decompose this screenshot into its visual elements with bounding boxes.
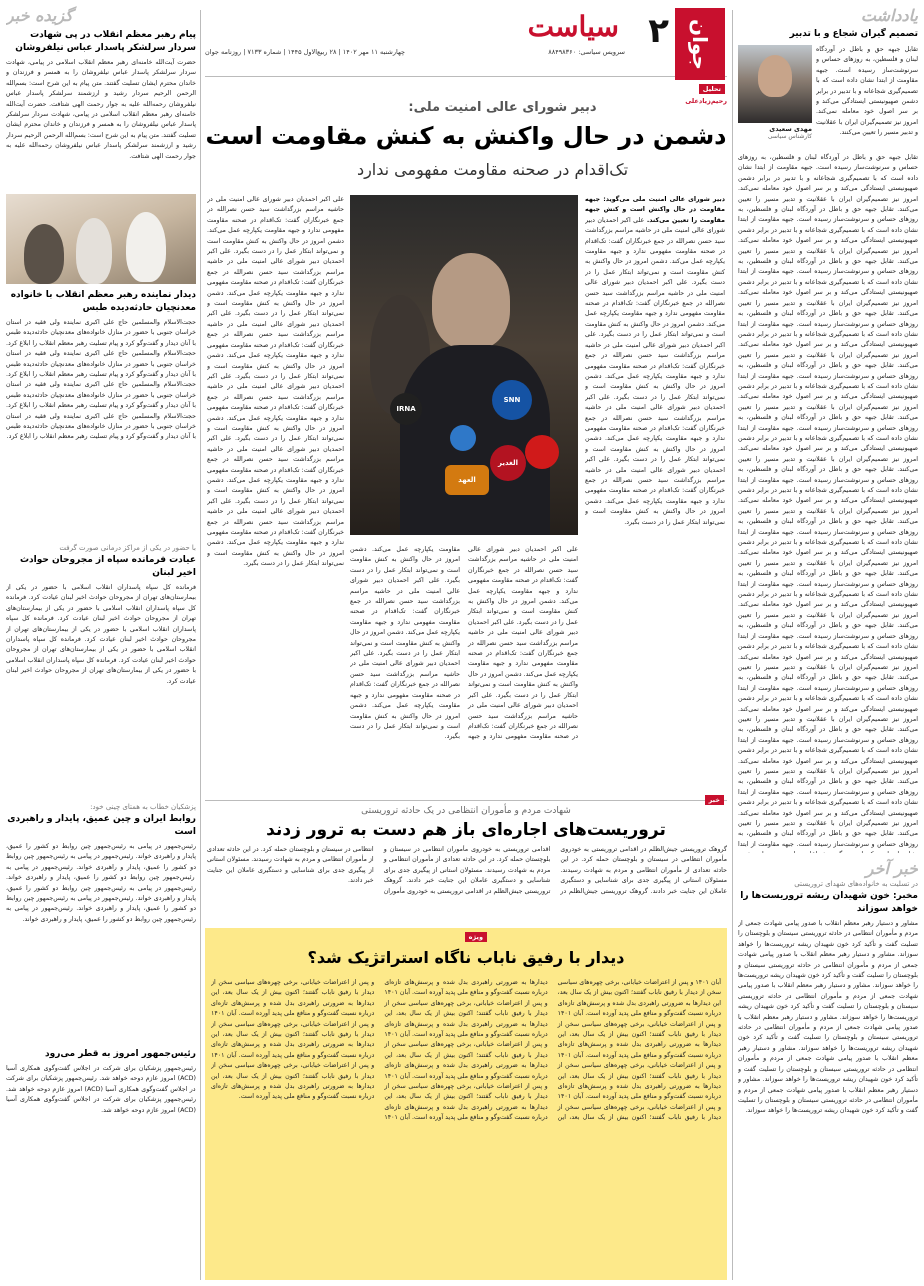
photo-family [24, 224, 64, 284]
mic-alahed: العهد [445, 465, 489, 495]
right-body-g: تقابل جبهه حق و باطل در آوردگاه لبنان و فلسطین، به روزهای حساس و سرنوشت‌ساز رسیده است. جبهه مقاومت از ابتدا نشان داده است که با تصمیم‌گیری شجاعانه و با تدبیر در برابر دشمن صهیونیستی ایستادگی می‌کند و بر سر اصول خود معامله نمی‌کند. امروز نیز تصمیم‌گیران ایران با عقلانیت و تدبیر مسیر را تعیین می‌کنند. [738, 414, 918, 474]
left-news2-title: دیدار نماینده رهبر معظم انقلاب با خانواده معدنچیان حادثه‌دیده طبس [10, 290, 196, 313]
left-news4-body-e: رئیس‌جمهور در پیامی به رئیس‌جمهور چین روابط دو کشور را عمیق، پایدار و راهبردی خواند. [6, 895, 196, 913]
center-col-right [585, 195, 725, 785]
right-body2-e: مشاور و دستیار رهبر معظم انقلاب با صدور پیامی شهادت جمعی از مردم و مأموران انتظامی در حادثه تروریستی سیستان و بلوچستان را تسلیت گفت و تأکید کرد خون شهیدان ریشه تروریست‌ها را خواهد سوزاند. [738, 1044, 918, 1084]
left-news1-body [6, 58, 196, 188]
left-news1-body-a: حضرت آیت‌الله خامنه‌ای رهبر معظم انقلاب اسلامی در پیامی، شهادت سردار سرلشکر پاسدار عباس نیلفروشان را به همسر و فرزندان و خاندان محترم ایشان تسلیت گفتند. متن پیام به این شرح است: بسم‌الله الرحمن الرحیم سردار رشید و ارزشمند سرلشکر پاسدار عباس نیلفروشان رحمه‌الله علیه به جوار رحمت الهی شتافت. [6, 59, 196, 108]
left-news4-body-d: رئیس‌جمهور در پیامی به رئیس‌جمهور چین روابط دو کشور را عمیق، پایدار و راهبردی خواند. [6, 884, 196, 903]
center-body-g: علی اکبر احمدیان دبیر شورای عالی امنیت ملی در حاشیه مراسم بزرگداشت سید حسن نصرالله در جمع خبرنگاران گفت: تک‌اقدام در صحنه مقاومت مفهومی ندارد و جبهه مقاومت یکپارچه عمل می‌کند. دشمن امروز در حال واکنش به کنش مقاومت است و نمی‌تواند ابتکار عمل را در دست بگیرد. [207, 248, 344, 318]
center-body-d: علی اکبر احمدیان دبیر شورای عالی امنیت ملی در حاشیه مراسم بزرگداشت سید حسن نصرالله در جمع خبرنگاران گفت: تک‌اقدام در صحنه مقاومت مفهومی ندارد و جبهه مقاومت یکپارچه عمل می‌کند. دشمن امروز در حال واکنش به کنش مقاومت است و نمی‌تواند ابتکار عمل را در دست بگیرد. [585, 393, 725, 464]
right-body-o: تقابل جبهه حق و باطل در آوردگاه لبنان و فلسطین، به روزهای حساس و سرنوشت‌ساز رسیده است. جبهه مقاومت از ابتدا [738, 830, 918, 848]
special-body [211, 978, 721, 1274]
right-body-k: تقابل جبهه حق و باطل در آوردگاه لبنان و فلسطین، به روزهای حساس و سرنوشت‌ساز رسیده است. جبهه مقاومت از ابتدا نشان داده است که با تصمیم‌گیری شجاعانه و با تدبیر در برابر دشمن صهیونیستی ایستادگی می‌کند و بر سر اصول خود معامله نمی‌کند. امروز نیز تصمیم‌گیران ایران با عقلانیت و تدبیر مسیر را تعیین می‌کنند. [738, 622, 918, 682]
right-ghost-title-2: خبر آخر [865, 859, 918, 878]
center-subheadline: تک‌اقدام در صحنه مقاومت مفهومی ندارد [356, 160, 629, 179]
right-body-l: تقابل جبهه حق و باطل در آوردگاه لبنان و فلسطین، به روزهای حساس و سرنوشت‌ساز رسیده است. جبهه مقاومت از ابتدا نشان داده است که با تصمیم‌گیری شجاعانه و با تدبیر در برابر دشمن صهیونیستی ایستادگی می‌کند و بر سر اصول خود معامله نمی‌کند. امروز نیز تصمیم‌گیران ایران با عقلانیت و تدبیر مسیر را تعیین می‌کنند. [738, 674, 918, 734]
left-news5-body-a: رئیس‌جمهور پزشکیان برای شرکت در اجلاس گفت‌وگوی همکاری آسیا (ACD) امروز عازم دوحه خواهد شد. [6, 1065, 196, 1083]
left-news2-body-b: حجت‌الاسلام والمسلمین حاج علی اکبری نماینده ولی فقیه در استان خراسان جنوبی با حضور در منازل خانواده‌های معدنچیان حادثه‌دیده طبس با آنان دیدار و گفت‌وگو کرد و پیام تسلیت رهبر معظم انقلاب را ابلاغ کرد. [6, 350, 196, 379]
right-ghost-title: یادداشت [860, 6, 918, 25]
left-news2-body-a: حجت‌الاسلام والمسلمین حاج علی اکبری نماینده ولی فقیه در استان خراسان جنوبی با حضور در منازل خانواده‌های معدنچیان حادثه‌دیده طبس با آنان دیدار و گفت‌وگو کرد و پیام تسلیت رهبر معظم انقلاب را ابلاغ کرد. [6, 319, 196, 347]
left-news2-body [6, 318, 196, 536]
center-body-p: علی اکبر احمدیان دبیر شورای عالی امنیت ملی در حاشیه مراسم بزرگداشت سید حسن نصرالله در جمع خبرنگاران گفت: تک‌اقدام در صحنه مقاومت مفهومی ندارد و جبهه مقاومت یکپارچه عمل می‌کند. دشمن امروز در حال واکنش به کنش مقاومت است و نمی‌تواند ابتکار عمل را در دست بگیرد. [350, 650, 460, 741]
center-body-e: علی اکبر احمدیان دبیر شورای عالی امنیت ملی در حاشیه مراسم بزرگداشت سید حسن نصرالله در جمع خبرنگاران گفت: تک‌اقدام در صحنه مقاومت مفهومی ندارد و جبهه مقاومت یکپارچه عمل می‌کند. دشمن امروز در حال واکنش به کنش مقاومت است و نمی‌تواند ابتکار عمل را در دست بگیرد. [585, 456, 725, 526]
right-body-f: تقابل جبهه حق و باطل در آوردگاه لبنان و فلسطین، به روزهای حساس و سرنوشت‌ساز رسیده است. جبهه مقاومت از ابتدا نشان داده است که با تصمیم‌گیری شجاعانه و با تدبیر در برابر دشمن صهیونیستی ایستادگی می‌کند و بر سر اصول خود معامله نمی‌کند. امروز نیز تصمیم‌گیران ایران با عقلانیت و تدبیر مسیر را تعیین می‌کنند. [738, 362, 918, 422]
center-body-l: علی اکبر احمدیان دبیر شورای عالی امنیت ملی در حاشیه مراسم بزرگداشت سید حسن نصرالله در جمع خبرنگاران گفت: تک‌اقدام در صحنه مقاومت مفهومی ندارد و جبهه مقاومت یکپارچه عمل می‌کند. دشمن امروز در حال واکنش به کنش مقاومت است و نمی‌تواند ابتکار عمل را در دست بگیرد. [468, 546, 578, 626]
special-body-b: آبان ۱۴۰۱ و پس از اعتراضات خیابانی، برخی چهره‌های سیاسی سخن از دیدار با رفیق ناباب گفتند؛ اکنون بیش از یک سال بعد، این دیدارها به ضرورتی راهبردی بدل شده و پرسش‌های تازه‌ای درباره نسبت گفت‌وگو و منافع ملی پدید آورده است. [557, 1010, 721, 1059]
lower-kicker: شهادت مردم و مأموران انتظامی در یک حادثه تروریستی [361, 806, 571, 816]
left-news4-title: روابط ایران و چین عمیق، پایدار و راهبردی است [7, 814, 196, 837]
divider-left [200, 10, 201, 1280]
center-body-i: علی اکبر احمدیان دبیر شورای عالی امنیت ملی در حاشیه مراسم بزرگداشت سید حسن نصرالله در جمع خبرنگاران گفت: تک‌اقدام در صحنه مقاومت مفهومی ندارد و جبهه مقاومت یکپارچه عمل می‌کند. دشمن امروز در حال واکنش به کنش مقاومت است و نمی‌تواند ابتکار عمل را در دست بگیرد. [207, 372, 344, 443]
center-body-b: علی اکبر احمدیان دبیر شورای عالی امنیت ملی در حاشیه مراسم بزرگداشت سید حسن نصرالله در جمع خبرنگاران گفت: تک‌اقدام در صحنه مقاومت مفهومی ندارد و جبهه مقاومت یکپارچه عمل می‌کند. دشمن امروز در حال واکنش به کنش مقاومت است و نمی‌تواند ابتکار عمل را در دست بگیرد. [585, 279, 725, 339]
section-name: سیاست [527, 10, 619, 43]
lower-tag: خبر [705, 795, 724, 805]
left-news2-body-d: حجت‌الاسلام والمسلمین حاج علی اکبری نماینده ولی فقیه در استان خراسان جنوبی با حضور در منازل خانواده‌های معدنچیان حادثه‌دیده طبس با آنان دیدار و گفت‌وگو کرد و پیام تسلیت رهبر معظم انقلاب را ابلاغ کرد. [6, 412, 196, 441]
mic-red [525, 435, 559, 469]
date-line: چهارشنبه ۱۱ مهر ۱۴۰۲ | ۲۸ ربیع‌الاول ۱۴۴۵ | شماره ۷۱۳۳ | روزنامه جوان [204, 48, 405, 56]
special-box [205, 928, 727, 1280]
lower-body-c: گروهک تروریستی جیش‌الظلم در اقدامی تروریستی به خودروی مأموران انتظامی در سیستان و بلوچستان حمله کرد. در این حادثه تعدادی از مأموران انتظامی و مردم به شهادت رسیدند. مسئولان استانی از پیگیری جدی برای شناسایی و دستگیری عاملان این جنایت خبر دادند. [207, 846, 551, 895]
divider-lower [205, 800, 727, 801]
right-body-2 [738, 919, 918, 1219]
page-number: ۲ [648, 11, 669, 51]
center-col-under-photo [350, 545, 578, 785]
left-news4-body-c: رئیس‌جمهور در پیامی به رئیس‌جمهور چین روابط دو کشور را عمیق، پایدار و راهبردی خواند. [6, 863, 195, 882]
left-news3-title: عیادت فرمانده سپاه از مجروحان حوادث اخیر لبنان [19, 555, 196, 578]
left-news5-title: رئیس‌جمهور امروز به قطر می‌رود [45, 1049, 196, 1059]
right-body2-c: مشاور و دستیار رهبر معظم انقلاب با صدور پیامی شهادت جمعی از مردم و مأموران انتظامی در حادثه تروریستی سیستان و بلوچستان را تسلیت گفت و تأکید کرد خون شهیدان ریشه تروریست‌ها را خواهد سوزاند. [738, 982, 918, 1021]
author-face [758, 55, 792, 97]
center-kicker: دبیر شورای عالی امنیت ملی: [408, 100, 597, 115]
left-news3-body-e: فرمانده کل سپاه پاسداران انقلاب اسلامی با حضور در یکی از بیمارستان‌های تهران از مجروحان حوادث اخیر لبنان عیادت کرد. [6, 656, 196, 685]
center-body-k: علی اکبر احمدیان دبیر شورای عالی امنیت ملی در حاشیه مراسم بزرگداشت سید حسن نصرالله در جمع خبرنگاران گفت: تک‌اقدام در صحنه مقاومت مفهومی ندارد و جبهه مقاومت یکپارچه عمل می‌کند. دشمن امروز در حال واکنش به کنش مقاومت است و نمی‌تواند ابتکار عمل را در دست بگیرد. [207, 497, 344, 568]
center-body-m: علی اکبر احمدیان دبیر شورای عالی امنیت ملی در حاشیه مراسم بزرگداشت سید حسن نصرالله در جمع خبرنگاران گفت: تک‌اقدام در صحنه مقاومت مفهومی ندارد و جبهه مقاومت یکپارچه عمل می‌کند. دشمن امروز در حال واکنش به کنش مقاومت است و نمی‌تواند ابتکار عمل را در دست بگیرد. [468, 618, 578, 699]
center-col-left [207, 195, 344, 785]
right-kicker-2: در تسلیت به خانواده‌های شهدای تروریستی [794, 880, 918, 888]
right-body2-b: مشاور و دستیار رهبر معظم انقلاب با صدور پیامی شهادت جمعی از مردم و مأموران انتظامی در حادثه تروریستی سیستان و بلوچستان را تسلیت گفت و تأکید کرد خون شهیدان ریشه تروریست‌ها را خواهد سوزاند. [738, 951, 918, 990]
masthead [204, 8, 727, 93]
right-body [738, 153, 918, 853]
left-news5-body-c: رئیس‌جمهور پزشکیان برای شرکت در اجلاس گفت‌وگوی همکاری آسیا (ACD) امروز عازم دوحه خواهد شد. [6, 1096, 196, 1114]
center-body-n: علی اکبر احمدیان دبیر شورای عالی امنیت ملی در حاشیه مراسم بزرگداشت سید حسن نصرالله در جمع خبرنگاران گفت: تک‌اقدام در صحنه مقاومت مفهومی ندارد و جبهه مقاومت یکپارچه عمل می‌کند. دشمن امروز در حال واکنش به کنش مقاومت است و نمی‌تواند ابتکار عمل را در دست بگیرد. [350, 546, 578, 741]
author-name: مهدی سعیدی [769, 125, 812, 133]
center-body-f: علی اکبر احمدیان دبیر شورای عالی امنیت ملی در حاشیه مراسم بزرگداشت سید حسن نصرالله در جمع خبرنگاران گفت: تک‌اقدام در صحنه مقاومت مفهومی ندارد و جبهه مقاومت یکپارچه عمل می‌کند. دشمن امروز در حال واکنش به کنش مقاومت است و نمی‌تواند ابتکار عمل را در دست بگیرد. [207, 196, 344, 256]
left-news4-body-b: رئیس‌جمهور در پیامی به رئیس‌جمهور چین روابط دو کشور را عمیق، پایدار و راهبردی خواند. [6, 853, 196, 871]
center-photo [350, 195, 578, 535]
special-body-h: آبان ۱۴۰۱ و پس از اعتراضات خیابانی، برخی چهره‌های سیاسی سخن از دیدار با رفیق ناباب گفتند؛ اکنون بیش از یک سال بعد، این دیدارها به ضرورتی راهبردی بدل شده و پرسش‌های تازه‌ای درباره نسبت گفت‌وگو و منافع ملی پدید آورده است. [211, 979, 410, 1122]
special-body-g: آبان ۱۴۰۱ و پس از اعتراضات خیابانی، برخی چهره‌های سیاسی سخن از دیدار با رفیق ناباب گفتند؛ اکنون بیش از یک سال بعد، این دیدارها به ضرورتی راهبردی بدل شده و پرسش‌های تازه‌ای درباره نسبت گفت‌وگو و منافع ملی پدید آورده است. [384, 1072, 548, 1122]
author-box [738, 45, 812, 149]
special-body-i: آبان ۱۴۰۱ و پس از اعتراضات خیابانی، برخی چهره‌های سیاسی سخن از دیدار با رفیق ناباب گفتند؛ اکنون بیش از یک سال بعد، این دیدارها به ضرورتی راهبردی بدل شده و پرسش‌های تازه‌ای درباره نسبت گفت‌وگو و منافع ملی پدید آورده است. [211, 1010, 375, 1059]
speaker-figure [432, 253, 510, 349]
tag-analysis: تحلیل [699, 84, 725, 94]
right-body2-d: مشاور و دستیار رهبر معظم انقلاب با صدور پیامی شهادت جمعی از مردم و مأموران انتظامی در حادثه تروریستی سیستان و بلوچستان را تسلیت گفت و تأکید کرد خون شهیدان ریشه تروریست‌ها را خواهد سوزاند. [738, 1013, 918, 1052]
lower-headline: تروریست‌های اجاره‌ای باز هم دست به ترور زدند [266, 820, 666, 840]
special-body-c: آبان ۱۴۰۱ و پس از اعتراضات خیابانی، برخی چهره‌های سیاسی سخن از دیدار با رفیق ناباب گفتند؛ اکنون بیش از یک سال بعد، این دیدارها به ضرورتی راهبردی بدل شده و پرسش‌های تازه‌ای درباره نسبت گفت‌وگو و منافع ملی پدید آورده است. [557, 1051, 721, 1101]
lower-body-b: گروهک تروریستی جیش‌الظلم در اقدامی تروریستی به خودروی مأموران انتظامی در سیستان و بلوچستان حمله کرد. در این حادثه تعدادی از مأموران انتظامی و مردم به شهادت رسیدند. مسئولان استانی از پیگیری جدی برای شناسایی و دستگیری عاملان این جنایت خبر دادند. [383, 846, 648, 895]
special-body-a: آبان ۱۴۰۱ و پس از اعتراضات خیابانی، برخی چهره‌های سیاسی سخن از دیدار با رفیق ناباب گفتند؛ اکنون بیش از یک سال بعد، این دیدارها به ضرورتی راهبردی بدل شده و پرسش‌های تازه‌ای درباره نسبت گفت‌وگو و منافع ملی پدید آورده است. [557, 979, 721, 1018]
right-body-n: تقابل جبهه حق و باطل در آوردگاه لبنان و فلسطین، به روزهای حساس و سرنوشت‌ساز رسیده است. جبهه مقاومت از ابتدا نشان داده است که با تصمیم‌گیری شجاعانه و با تدبیر در برابر دشمن صهیونیستی ایستادگی می‌کند و بر سر اصول خود معامله نمی‌کند. امروز نیز تصمیم‌گیران ایران با عقلانیت و تدبیر مسیر را تعیین می‌کنند. [738, 778, 918, 838]
right-body-c: تقابل جبهه حق و باطل در آوردگاه لبنان و فلسطین، به روزهای حساس و سرنوشت‌ساز رسیده است. جبهه مقاومت از ابتدا نشان داده است که با تصمیم‌گیری شجاعانه و با تدبیر در برابر دشمن صهیونیستی ایستادگی می‌کند و بر سر اصول خود معامله نمی‌کند. امروز نیز تصمیم‌گیران ایران با عقلانیت و تدبیر مسیر را تعیین می‌کنند. [738, 206, 918, 266]
left-news1-title: پیام رهبر معظم انقلاب در پی شهادت سردار سرلشکر پاسدار عباس نیلفروشان [15, 30, 196, 53]
divider-masthead [205, 76, 727, 77]
right-body-j: تقابل جبهه حق و باطل در آوردگاه لبنان و فلسطین، به روزهای حساس و سرنوشت‌ساز رسیده است. جبهه مقاومت از ابتدا نشان داده است که با تصمیم‌گیری شجاعانه و با تدبیر در برابر دشمن صهیونیستی ایستادگی می‌کند و بر سر اصول خود معامله نمی‌کند. امروز نیز تصمیم‌گیران ایران با عقلانیت و تدبیر مسیر را تعیین می‌کنند. [738, 570, 918, 630]
mic-irna: IRNA [390, 393, 422, 425]
right-title-2: مخبر: خون شهیدان ریشه تروریست‌ها را خواهد سوزاند [740, 891, 918, 914]
lower-body [207, 845, 727, 925]
center-body-j: علی اکبر احمدیان دبیر شورای عالی امنیت ملی در حاشیه مراسم بزرگداشت سید حسن نصرالله در جمع خبرنگاران گفت: تک‌اقدام در صحنه مقاومت مفهومی ندارد و جبهه مقاومت یکپارچه عمل می‌کند. دشمن امروز در حال واکنش به کنش مقاومت است و نمی‌تواند ابتکار عمل را در دست بگیرد. [207, 435, 344, 505]
right-body-m: تقابل جبهه حق و باطل در آوردگاه لبنان و فلسطین، به روزهای حساس و سرنوشت‌ساز رسیده است. جبهه مقاومت از ابتدا نشان داده است که با تصمیم‌گیری شجاعانه و با تدبیر در برابر دشمن صهیونیستی ایستادگی می‌کند و بر سر اصول خود معامله نمی‌کند. امروز نیز تصمیم‌گیران ایران با عقلانیت و تدبیر مسیر را تعیین می‌کنند. [738, 726, 918, 786]
right-body-h: تقابل جبهه حق و باطل در آوردگاه لبنان و فلسطین، به روزهای حساس و سرنوشت‌ساز رسیده است. جبهه مقاومت از ابتدا نشان داده است که با تصمیم‌گیری شجاعانه و با تدبیر در برابر دشمن صهیونیستی ایستادگی می‌کند و بر سر اصول خود معامله نمی‌کند. امروز نیز تصمیم‌گیران ایران با عقلانیت و تدبیر مسیر را تعیین می‌کنند. [738, 466, 918, 526]
author-role: کارشناس سیاسی [767, 133, 812, 140]
logo-text: جوان [688, 18, 712, 70]
left-news3-body [6, 583, 196, 795]
special-tag: ویژه [465, 932, 487, 942]
divider-right [732, 10, 733, 1280]
right-column [738, 6, 918, 1282]
special-body-j: آبان ۱۴۰۱ و پس از اعتراضات خیابانی، برخی چهره‌های سیاسی سخن از دیدار با رفیق ناباب گفتند؛ اکنون بیش از یک سال بعد، این دیدارها به ضرورتی راهبردی بدل شده و پرسش‌های تازه‌ای درباره نسبت گفت‌وگو و منافع ملی پدید آورده است. [211, 1051, 375, 1101]
photo-cleric-2 [76, 218, 112, 284]
tag-author: رحیم‌زیادعلی [685, 97, 727, 105]
center-body-o: علی اکبر احمدیان دبیر شورای عالی امنیت ملی در حاشیه مراسم بزرگداشت سید حسن نصرالله در جمع خبرنگاران گفت: تک‌اقدام در صحنه مقاومت مفهومی ندارد و جبهه مقاومت یکپارچه عمل می‌کند. دشمن امروز در حال واکنش به کنش مقاومت است و نمی‌تواند ابتکار عمل را در دست بگیرد. [350, 577, 460, 658]
author-photo [738, 45, 812, 123]
right-body-b: تقابل جبهه حق و باطل در آوردگاه لبنان و فلسطین، به روزهای حساس و سرنوشت‌ساز رسیده است. جبهه مقاومت از ابتدا نشان داده است که با تصمیم‌گیری شجاعانه و با تدبیر در برابر دشمن صهیونیستی ایستادگی می‌کند و بر سر اصول خود معامله نمی‌کند. امروز نیز تصمیم‌گیران ایران با عقلانیت و تدبیر مسیر را تعیین می‌کنند. [738, 154, 918, 214]
left-news4-body-f: رئیس‌جمهور در پیامی به رئیس‌جمهور چین روابط دو کشور را عمیق، پایدار و راهبردی خواند. [6, 905, 196, 923]
right-body-a: تقابل جبهه حق و باطل در آوردگاه لبنان و فلسطین، به روزهای حساس و سرنوشت‌ساز رسیده است. جبهه مقاومت از ابتدا نشان داده است که با تصمیم‌گیری شجاعانه و با تدبیر در برابر دشمن صهیونیستی ایستادگی می‌کند و بر سر اصول خود معامله نمی‌کند. امروز نیز تصمیم‌گیران ایران با عقلانیت و تدبیر مسیر را تعیین می‌کنند. [816, 46, 918, 137]
left-news5-body-b: رئیس‌جمهور پزشکیان برای شرکت در اجلاس گفت‌وگوی همکاری آسیا (ACD) امروز عازم دوحه خواهد شد. [6, 1075, 196, 1093]
right-body-i: تقابل جبهه حق و باطل در آوردگاه لبنان و فلسطین، به روزهای حساس و سرنوشت‌ساز رسیده است. جبهه مقاومت از ابتدا نشان داده است که با تصمیم‌گیری شجاعانه و با تدبیر در برابر دشمن صهیونیستی ایستادگی می‌کند و بر سر اصول خود معامله نمی‌کند. امروز نیز تصمیم‌گیران ایران با عقلانیت و تدبیر مسیر را تعیین می‌کنند. [738, 518, 918, 578]
left-news4-body-a: رئیس‌جمهور در پیامی به رئیس‌جمهور چین روابط دو کشور را عمیق، پایدار و راهبردی خواند. [6, 843, 196, 861]
left-news5-body [6, 1064, 196, 1184]
left-news3-body-a: فرمانده کل سپاه پاسداران انقلاب اسلامی با حضور در یکی از بیمارستان‌های تهران از مجروحان حوادث اخیر لبنان عیادت کرد. [6, 584, 196, 602]
right-intro [738, 45, 918, 149]
right-intro-text [816, 45, 918, 149]
left-news4-body [6, 842, 196, 1042]
right-title: تصمیم گیران شجاع و با تدبیر [789, 29, 918, 39]
special-body-e: آبان ۱۴۰۱ و پس از اعتراضات خیابانی، برخی چهره‌های سیاسی سخن از دیدار با رفیق ناباب گفتند؛ اکنون بیش از یک سال بعد، این دیدارها به ضرورتی راهبردی بدل شده و پرسش‌های تازه‌ای درباره نسبت گفت‌وگو و منافع ملی پدید آورده است. [384, 989, 548, 1039]
left-news1-body-b: حضرت آیت‌الله خامنه‌ای رهبر معظم انقلاب اسلامی در پیامی، شهادت سردار سرلشکر پاسدار عباس نیلفروشان را به همسر و فرزندان و خاندان محترم ایشان تسلیت گفتند. متن پیام به این شرح است: بسم‌الله الرحمن الرحیم سردار رشید و ارزشمند سرلشکر پاسدار عباس نیلفروشان رحمه‌الله علیه به جوار رحمت الهی شتافت. [6, 100, 196, 160]
right-body2-a: مشاور و دستیار رهبر معظم انقلاب با صدور پیامی شهادت جمعی از مردم و مأموران انتظامی در حادثه تروریستی سیستان و بلوچستان را تسلیت گفت و تأکید کرد خون شهیدان ریشه تروریست‌ها را خواهد سوزاند. [738, 920, 918, 959]
left-ghost-title: گزیده خبر [6, 6, 73, 25]
left-news3-body-b: فرمانده کل سپاه پاسداران انقلاب اسلامی با حضور در یکی از بیمارستان‌های تهران از مجروحان حوادث اخیر لبنان عیادت کرد. [6, 594, 196, 623]
left-news3-body-c: فرمانده کل سپاه پاسداران انقلاب اسلامی با حضور در یکی از بیمارستان‌های تهران از مجروحان حوادث اخیر لبنان عیادت کرد. [6, 615, 196, 644]
left-news2-body-c: حجت‌الاسلام والمسلمین حاج علی اکبری نماینده ولی فقیه در استان خراسان جنوبی با حضور در منازل خانواده‌های معدنچیان حادثه‌دیده طبس با آنان دیدار و گفت‌وگو کرد و پیام تسلیت رهبر معظم انقلاب را ابلاغ کرد. [6, 381, 196, 410]
left-news4-kicker: پزشکیان خطاب به همتای چینی خود: [90, 803, 196, 811]
left-column [6, 6, 196, 1282]
center-headline: دشمن در حال واکنش به کنش مقاومت است [205, 122, 727, 150]
right-body-d: تقابل جبهه حق و باطل در آوردگاه لبنان و فلسطین، به روزهای حساس و سرنوشت‌ساز رسیده است. جبهه مقاومت از ابتدا نشان داده است که با تصمیم‌گیری شجاعانه و با تدبیر در برابر دشمن صهیونیستی ایستادگی می‌کند و بر سر اصول خود معامله نمی‌کند. امروز نیز تصمیم‌گیران ایران با عقلانیت و تدبیر مسیر را تعیین می‌کنند. [738, 258, 918, 318]
lower-body-a: گروهک تروریستی جیش‌الظلم در اقدامی تروریستی به خودروی مأموران انتظامی در سیستان و بلوچستان حمله کرد. در این حادثه تعدادی از مأموران انتظامی و مردم به شهادت رسیدند. مسئولان استانی از پیگیری جدی برای شناسایی و دستگیری عاملان این جنایت خبر دادند. [560, 846, 727, 895]
logo [675, 8, 725, 80]
section-phone: سرویس سیاسی: ۸۸۴۹۸۳۶۰ [548, 48, 625, 56]
left-photo [6, 194, 196, 284]
center-body-c: علی اکبر احمدیان دبیر شورای عالی امنیت ملی در حاشیه مراسم بزرگداشت سید حسن نصرالله در جمع خبرنگاران گفت: تک‌اقدام در صحنه مقاومت مفهومی ندارد و جبهه مقاومت یکپارچه عمل می‌کند. دشمن امروز در حال واکنش به کنش مقاومت است و نمی‌تواند ابتکار عمل را در دست بگیرد. [585, 331, 725, 401]
mic-alghadir: الغدیر [490, 445, 526, 481]
left-news3-kicker: با حضور در یکی از مراکز درمانی صورت گرفت [59, 544, 196, 552]
center-body-a: علی اکبر احمدیان دبیر شورای عالی امنیت ملی در حاشیه مراسم بزرگداشت سید حسن نصرالله در جمع خبرنگاران گفت: تک‌اقدام در صحنه مقاومت مفهومی ندارد و جبهه مقاومت یکپارچه عمل می‌کند. دشمن امروز در حال واکنش به کنش مقاومت است و نمی‌تواند ابتکار عمل را در دست بگیرد. [585, 216, 725, 287]
special-body-f: آبان ۱۴۰۱ و پس از اعتراضات خیابانی، برخی چهره‌های سیاسی سخن از دیدار با رفیق ناباب گفتند؛ اکنون بیش از یک سال بعد، این دیدارها به ضرورتی راهبردی بدل شده و پرسش‌های تازه‌ای درباره نسبت گفت‌وگو و منافع ملی پدید آورده است. [384, 1031, 548, 1080]
center-body-h: علی اکبر احمدیان دبیر شورای عالی امنیت ملی در حاشیه مراسم بزرگداشت سید حسن نصرالله در جمع خبرنگاران گفت: تک‌اقدام در صحنه مقاومت مفهومی ندارد و جبهه مقاومت یکپارچه عمل می‌کند. دشمن امروز در حال واکنش به کنش مقاومت است و نمی‌تواند ابتکار عمل را در دست بگیرد. [207, 310, 344, 380]
mic-blue [450, 425, 476, 451]
left-news3-body-d: فرمانده کل سپاه پاسداران انقلاب اسلامی با حضور در یکی از بیمارستان‌های تهران از مجروحان حوادث اخیر لبنان عیادت کرد. [6, 636, 196, 664]
mic-snn: SNN [492, 380, 532, 420]
right-body-e: تقابل جبهه حق و باطل در آوردگاه لبنان و فلسطین، به روزهای حساس و سرنوشت‌ساز رسیده است. جبهه مقاومت از ابتدا نشان داده است که با تصمیم‌گیری شجاعانه و با تدبیر در برابر دشمن صهیونیستی ایستادگی می‌کند و بر سر اصول خود معامله نمی‌کند. امروز نیز تصمیم‌گیران ایران با عقلانیت و تدبیر مسیر را تعیین می‌کنند. [738, 310, 918, 370]
special-body-d: آبان ۱۴۰۱ و پس از اعتراضات خیابانی، برخی چهره‌های سیاسی سخن از دیدار با رفیق ناباب گفتند؛ اکنون بیش از یک سال بعد، این دیدارها به ضرورتی راهبردی بدل شده و پرسش‌های تازه‌ای درباره نسبت گفت‌وگو و منافع ملی پدید آورده است. [384, 979, 721, 1122]
special-headline: دیدار با رفیق ناباب ناگاه استراتژیک شد؟ [307, 948, 625, 967]
right-body2-f: مشاور و دستیار رهبر معظم انقلاب با صدور پیامی شهادت جمعی از مردم و مأموران انتظامی در حادثه تروریستی سیستان و بلوچستان را تسلیت گفت و تأکید کرد خون شهیدان ریشه تروریست‌ها را خواهد سوزاند. [738, 1076, 918, 1115]
center-lead: دبیر شورای عالی امنیت ملی می‌گوید: جبهه مقاومت در حال واکنش است و کنش جبهه مقاومت را تعیین می‌کند. [585, 196, 725, 224]
photo-cleric-1 [126, 212, 166, 282]
